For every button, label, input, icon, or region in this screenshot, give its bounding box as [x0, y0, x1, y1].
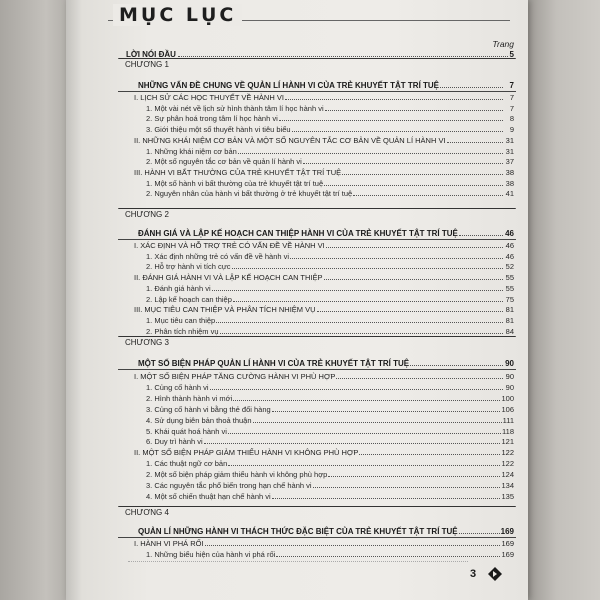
page-column-label: Trang: [492, 39, 514, 49]
toc-item-entry-text: 2. Phân tích nhiệm vụ: [146, 326, 219, 336]
toc-item-entry[interactable]: [146, 294, 514, 305]
leader-dots: [228, 458, 500, 466]
page-title: MỤC LỤC: [113, 4, 242, 26]
leader-dots: [233, 294, 503, 302]
toc-item-entry-text: 2. Hỗ trợ hành vi tích cực: [146, 262, 231, 272]
toc-item-entry-page: 121: [501, 437, 514, 447]
toc-item-entry-page: 52: [505, 262, 514, 272]
leader-dots: [324, 178, 503, 186]
toc-section-entry[interactable]: [134, 135, 514, 146]
toc-item-entry-text: 2. Hình thành hành vi mới: [146, 393, 233, 403]
leader-dots: [205, 538, 501, 546]
toc-item-entry-page: 169: [501, 549, 514, 559]
toc-item-entry-page: 37: [505, 157, 514, 167]
toc-item-entry[interactable]: [146, 178, 514, 189]
toc-item-entry-text: 1. Mục tiêu can thiệp: [146, 315, 216, 325]
leader-dots: [272, 404, 501, 412]
toc-item-entry-page: 135: [501, 491, 514, 501]
toc-item-entry-page: 31: [505, 146, 514, 156]
leader-dots: [233, 393, 500, 401]
toc-item-entry-page: 75: [505, 294, 514, 304]
toc-item-entry[interactable]: [146, 458, 514, 469]
leader-dots: [313, 480, 501, 488]
leader-dots: [210, 382, 503, 390]
toc-intro-text: LỜI NÓI ĐẦU: [126, 50, 176, 59]
leader-dots: [353, 188, 503, 196]
chapter-title-entry-text: QUẢN LÍ NHỮNG HÀNH VI THÁCH THỨC ĐẶC BIỆT CỦA TRẺ KHUYẾT TẬT TRÍ TUỆ: [138, 527, 458, 536]
toc-section-entry-text: III. MỤC TIÊU CAN THIỆP VÀ PHÂN TÍCH NHIỆM VỤ: [134, 305, 316, 315]
toc-section-entry-page: 81: [505, 305, 514, 315]
toc-section-entry[interactable]: [134, 272, 514, 283]
toc-item-entry[interactable]: [146, 549, 514, 560]
leader-dots: [276, 549, 500, 557]
toc-section-entry[interactable]: [134, 371, 514, 382]
leader-dots: [459, 228, 503, 236]
page-edge: [528, 0, 600, 600]
chapter-divider: [118, 506, 516, 525]
toc-section-entry[interactable]: [134, 304, 514, 315]
toc-item-entry[interactable]: [146, 113, 514, 124]
chapter-title-entry[interactable]: [138, 526, 514, 537]
chapter-title-entry-page: 7: [509, 81, 514, 90]
toc-item-entry-text: 1. Củng cố hành vi: [146, 382, 209, 392]
chapter-title-entry-page: 46: [505, 229, 514, 238]
chapter-label: CHƯƠNG 2: [125, 210, 169, 219]
leader-dots: [253, 415, 502, 423]
toc-item-entry[interactable]: [146, 404, 514, 415]
leader-dots: [290, 251, 503, 259]
leader-dots: [279, 113, 503, 121]
chapter-title-entry[interactable]: [138, 228, 514, 239]
chapter-title-entry-text: ĐÁNH GIÁ VÀ LẬP KẾ HOẠCH CAN THIỆP HÀNH VI CỦA TRẺ KHUYẾT TẬT TRÍ TUỆ: [138, 229, 458, 238]
toc-section-entry[interactable]: [134, 240, 514, 251]
toc-item-entry[interactable]: [146, 326, 514, 337]
toc-item-entry-page: 111: [502, 415, 514, 425]
footer-rule: [128, 561, 468, 562]
chapter-label: CHƯƠNG 3: [125, 338, 169, 347]
gutter-shadow: [66, 0, 82, 600]
toc-item-entry-text: 3. Các nguyên tắc phổ biến trong hạn chế hành vi: [146, 481, 312, 490]
toc-item-entry-text: 2. Nguyên nhân của hành vi bất thường ở trẻ khuyết tật trí tuệ: [146, 189, 353, 199]
chapter-label: CHƯƠNG 4: [125, 508, 169, 517]
toc-section-entry-text: I. HÀNH VI PHÁ RỐI: [134, 539, 204, 548]
toc-item-entry-text: 2. Sự phân hoá trong tâm lí học hành vi: [146, 114, 278, 124]
toc-section-entry[interactable]: [134, 92, 514, 103]
toc-section-entry[interactable]: [134, 538, 514, 549]
chapter-divider: [118, 336, 516, 357]
toc-item-entry-page: 41: [505, 189, 514, 199]
leader-dots: [336, 371, 503, 379]
leader-dots: [216, 315, 503, 323]
toc-section-entry[interactable]: [134, 167, 514, 178]
toc-section-entry-text: I. MỘT SỐ BIỆN PHÁP TĂNG CƯỜNG HÀNH VI PHÙ HỢP: [134, 372, 336, 381]
chapter-title-entry[interactable]: [138, 358, 514, 369]
chapter-title-entry-text: MỘT SỐ BIỆN PHÁP QUẢN LÍ HÀNH VI CỦA TRẺ KHUYẾT TẬT TRÍ TUỆ: [138, 359, 410, 368]
leader-dots: [410, 358, 503, 366]
toc-item-entry[interactable]: [146, 251, 514, 262]
toc-item-entry[interactable]: [146, 436, 514, 447]
toc-item-entry[interactable]: [146, 146, 514, 157]
toc-item-entry[interactable]: [146, 393, 514, 404]
toc-item-entry-page: 55: [505, 283, 514, 293]
chapter-title-entry-text: NHỮNG VẤN ĐỀ CHUNG VỀ QUẢN LÍ HÀNH VI CỦA TRẺ KHUYẾT TẬT TRÍ TUỆ: [138, 81, 440, 90]
chapter-title-entry-page: 90: [505, 359, 514, 368]
toc-item-entry-text: 3. Giới thiệu một số thuyết hành vi tiêu biểu: [146, 125, 291, 135]
toc-section-entry-page: 7: [509, 93, 514, 102]
chapter-title-rule: [118, 369, 516, 370]
toc-item-entry[interactable]: [146, 426, 514, 437]
toc-section-entry-page: 169: [501, 539, 514, 548]
toc-item-entry[interactable]: [146, 480, 514, 491]
toc-item-entry-text: 1. Một vài nét về lịch sử hình thành tâm lí học hành vi: [146, 103, 324, 113]
chapter-divider: [118, 208, 516, 229]
leader-dots: [212, 283, 503, 291]
toc-item-entry-text: 3. Củng cố hành vi bằng thẻ đổi hàng: [146, 404, 271, 414]
toc-item-entry-text: 1. Các thuật ngữ cơ bản: [146, 459, 228, 469]
leader-dots: [325, 103, 503, 111]
chapter-title-entry[interactable]: [138, 80, 514, 91]
toc-item-entry[interactable]: [146, 124, 514, 135]
toc-item-entry-text: 1. Những khái niệm cơ bản: [146, 146, 237, 156]
toc-section-entry-text: II. ĐÁNH GIÁ HÀNH VI VÀ LẬP KẾ HOẠCH CAN THIỆP: [134, 273, 323, 283]
toc-item-entry[interactable]: [146, 315, 514, 326]
leader-dots: [359, 447, 500, 455]
leader-dots: [324, 272, 503, 280]
leader-dots: [204, 436, 501, 444]
toc-section-entry-page: 31: [505, 135, 514, 145]
toc-item-entry-page: 90: [505, 382, 514, 392]
leader-dots: [292, 124, 503, 132]
leader-dots: [326, 240, 503, 248]
leader-dots: [272, 491, 501, 499]
toc-item-entry-text: 6. Duy trì hành vi: [146, 437, 203, 447]
toc-section-entry-text: I. XÁC ĐỊNH VÀ HỖ TRỢ TRẺ CÓ VẤN ĐỀ VỀ HÀNH VI: [134, 241, 325, 250]
leader-dots: [178, 50, 508, 57]
toc-item-entry[interactable]: [146, 103, 514, 114]
toc-section-entry-page: 122: [501, 448, 514, 458]
chapter-divider: [118, 58, 516, 79]
toc-section-entry-page: 38: [505, 167, 514, 177]
toc-section-entry-text: I. LỊCH SỬ CÁC HỌC THUYẾT VỀ HÀNH VI: [134, 93, 284, 102]
toc-section-entry-text: III. HÀNH VI BẤT THƯỜNG CỦA TRẺ KHUYẾT TẬT TRÍ TUỆ: [134, 167, 342, 177]
toc-item-entry[interactable]: [146, 491, 514, 502]
toc-item-entry[interactable]: [146, 469, 514, 480]
toc-item-entry-page: 122: [501, 459, 514, 469]
leader-dots: [238, 146, 503, 154]
toc-item-entry-page: 106: [501, 404, 514, 414]
toc-section-entry-page: 46: [505, 241, 514, 250]
toc-section-entry[interactable]: [134, 447, 514, 458]
toc-item-entry-text: 1. Một số hành vi bất thường của trẻ khuyết tật trí tuệ: [146, 178, 324, 188]
toc-item-entry-page: 38: [505, 178, 514, 188]
toc-item-entry-page: 46: [505, 251, 514, 261]
toc-item-entry-page: 84: [505, 326, 514, 336]
toc-item-entry-page: 100: [501, 393, 514, 403]
toc-item-entry[interactable]: [146, 283, 514, 294]
toc-item-entry-page: 9: [509, 125, 514, 135]
leader-dots: [328, 469, 500, 477]
page-number: 3: [470, 568, 477, 580]
leader-dots: [440, 80, 503, 88]
toc-item-entry-text: 2. Một số nguyên tắc cơ bản về quản lí hành vi: [146, 157, 302, 167]
chapter-label: CHƯƠNG 1: [125, 60, 169, 69]
leader-dots: [342, 167, 503, 175]
toc-item-entry-text: 2. Một số biện pháp giảm thiểu hành vi không phù hợp: [146, 470, 328, 480]
toc-item-entry-page: 81: [505, 315, 514, 325]
toc-item-entry[interactable]: [146, 415, 514, 426]
toc-section-entry-page: 90: [505, 372, 514, 381]
toc-item-entry-text: 4. Một số chiến thuật hạn chế hành vi: [146, 491, 271, 501]
leader-dots: [220, 326, 503, 334]
diamond-arrow-icon: [488, 567, 502, 581]
leader-dots: [317, 304, 503, 312]
toc-item-entry-page: 124: [501, 470, 514, 480]
toc-item-entry-page: 8: [509, 114, 514, 124]
toc-item-entry-text: 1. Những biểu hiện của hành vi phá rối: [146, 549, 276, 559]
book-spine: [0, 0, 66, 600]
toc-item-entry[interactable]: [146, 188, 514, 199]
leader-dots: [459, 526, 500, 534]
chapter-title-entry-page: 169: [500, 527, 514, 536]
toc-item-entry-text: 4. Sử dụng biên bản thoả thuận: [146, 415, 252, 425]
toc-section-entry-page: 55: [505, 273, 514, 283]
toc-item-entry-text: 1. Xác định những trẻ có vấn đề về hành vi: [146, 251, 290, 261]
toc-item-entry-text: 5. Khái quát hoá hành vi: [146, 426, 227, 436]
toc-item-entry[interactable]: [146, 156, 514, 167]
toc-section-entry-text: II. NHỮNG KHÁI NIỆM CƠ BẢN VÀ MỘT SỐ NGUYÊN TẮC CƠ BẢN VỀ QUẢN LÍ HÀNH VI: [134, 135, 446, 145]
toc-item-entry[interactable]: [146, 261, 514, 272]
toc-item-entry-page: 7: [509, 103, 514, 113]
leader-dots: [232, 261, 503, 269]
toc-section-entry-text: II. MỘT SỐ BIỆN PHÁP GIẢM THIỂU HÀNH VI KHÔNG PHÙ HỢP: [134, 448, 359, 458]
toc-item-entry-text: 2. Lập kế hoạch can thiệp: [146, 294, 232, 304]
toc-item-entry-page: 118: [502, 426, 514, 436]
toc-item-entry-text: 1. Đánh giá hành vi: [146, 283, 211, 293]
toc-item-entry[interactable]: [146, 382, 514, 393]
leader-dots: [228, 426, 501, 434]
leader-dots: [447, 135, 503, 143]
leader-dots: [303, 156, 503, 164]
toc-intro-page: 5: [509, 50, 514, 59]
leader-dots: [285, 92, 503, 100]
toc-item-entry-page: 134: [501, 481, 514, 490]
